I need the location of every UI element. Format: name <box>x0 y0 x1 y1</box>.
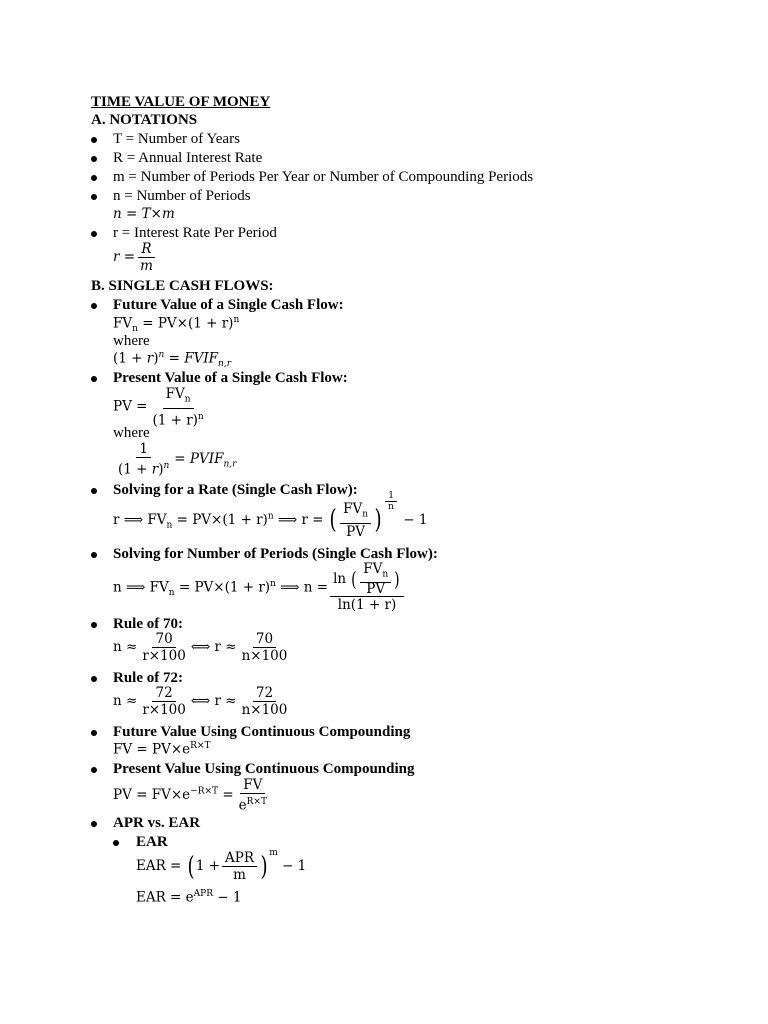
formula-pv-single: PV = $\frac{FV_n}{(1 + r)^n}$ <box>113 386 204 429</box>
rule70-label: Rule of 70: <box>113 616 183 632</box>
pv-continuous-label: Present Value Using Continuous Compounding <box>113 761 415 777</box>
notation-T: T = Number of Years <box>113 131 240 147</box>
bullet <box>91 622 97 628</box>
formula-fv-continuous: FV = $PV\times e^{R\times T}$ <box>113 741 211 758</box>
bullet <box>91 156 97 162</box>
ear-label: EAR <box>136 834 168 850</box>
formula-pvif: $\frac{1}{(1 + r)^n}$ = $PVIF_{n,r}$ <box>118 441 237 478</box>
where-label: where <box>113 425 150 441</box>
formula-r-equals-R-over-m: r = $\frac{R}{m}$ <box>113 241 153 274</box>
fv-single-label: Future Value of a Single Cash Flow: <box>113 297 344 313</box>
formula-solve-periods: n ⟹ $FV_n = PV\times(1 + r)^n$ ⟹ n = ln ( $\frac{FV_n}{PV}$ ) ln(1 + r) <box>113 563 406 613</box>
pv-single-label: Present Value of a Single Cash Flow: <box>113 370 348 386</box>
bullet <box>91 676 97 682</box>
apr-ear-label: APR vs. EAR <box>113 815 201 831</box>
bullet <box>91 767 97 773</box>
formula-n-equals-T-times-m: n = T×m <box>113 206 175 222</box>
section-b-heading: B. SINGLE CASH FLOWS: <box>91 278 274 294</box>
bullet <box>91 175 97 181</box>
formula-rule72: n ≈ $\frac{72}{r\times 100}$ ⟺ r ≈ $\frac{72}{n\times 100}$ <box>113 685 288 718</box>
bullet <box>91 231 97 237</box>
bullet <box>91 488 97 494</box>
sub-bullet <box>113 840 119 846</box>
formula-solve-rate: r ⟹ $FV_n = PV\times(1 + r)^n$ ⟹ r = ( $\frac{FV_n}{PV}$ ) $^{\frac{1}{n}}$ − 1 <box>113 491 428 540</box>
formula-ear-discrete: EAR = ( 1 + $\frac{\text{APR}}{m}$ ) $^m$ − 1 <box>136 847 307 883</box>
section-a-heading: A. NOTATIONS <box>91 112 198 128</box>
bullet <box>91 137 97 143</box>
notation-r: r = Interest Rate Per Period <box>113 225 277 241</box>
solve-periods-label: Solving for Number of Periods (Single Cash Flow): <box>113 546 438 562</box>
formula-pv-continuous: PV = $FV\times e^{-R\times T}$ = $\frac{FV}{e^{R\times T}}$ <box>113 777 267 814</box>
bullet <box>91 730 97 736</box>
notation-n: n = Number of Periods <box>113 188 251 204</box>
page-title: TIME VALUE OF MONEY <box>91 94 271 110</box>
fv-continuous-label: Future Value Using Continuous Compounding <box>113 724 411 740</box>
solve-rate-label: Solving for a Rate (Single Cash Flow): <box>113 482 358 498</box>
formula-rule70: n ≈ $\frac{70}{r\times 100}$ ⟺ r ≈ $\frac{70}{n\times 100}$ <box>113 631 288 664</box>
bullet <box>91 303 97 309</box>
notation-m: m = Number of Periods Per Year or Number of Compounding Periods <box>113 169 534 185</box>
formula-fv-single: $FV_n = PV\times(1 + r)^n$ <box>113 315 240 335</box>
bullet <box>91 552 97 558</box>
where-label: where <box>113 333 150 349</box>
bullet <box>91 194 97 200</box>
formula-fvif: $(1 + r)^n$ = $FVIF_{n,r}$ <box>113 350 231 370</box>
formula-ear-continuous: EAR = $e^{APR} - 1$ <box>136 889 242 906</box>
bullet <box>91 821 97 827</box>
rule72-label: Rule of 72: <box>113 670 183 686</box>
bullet <box>91 376 97 382</box>
notation-R: R = Annual Interest Rate <box>113 150 263 166</box>
